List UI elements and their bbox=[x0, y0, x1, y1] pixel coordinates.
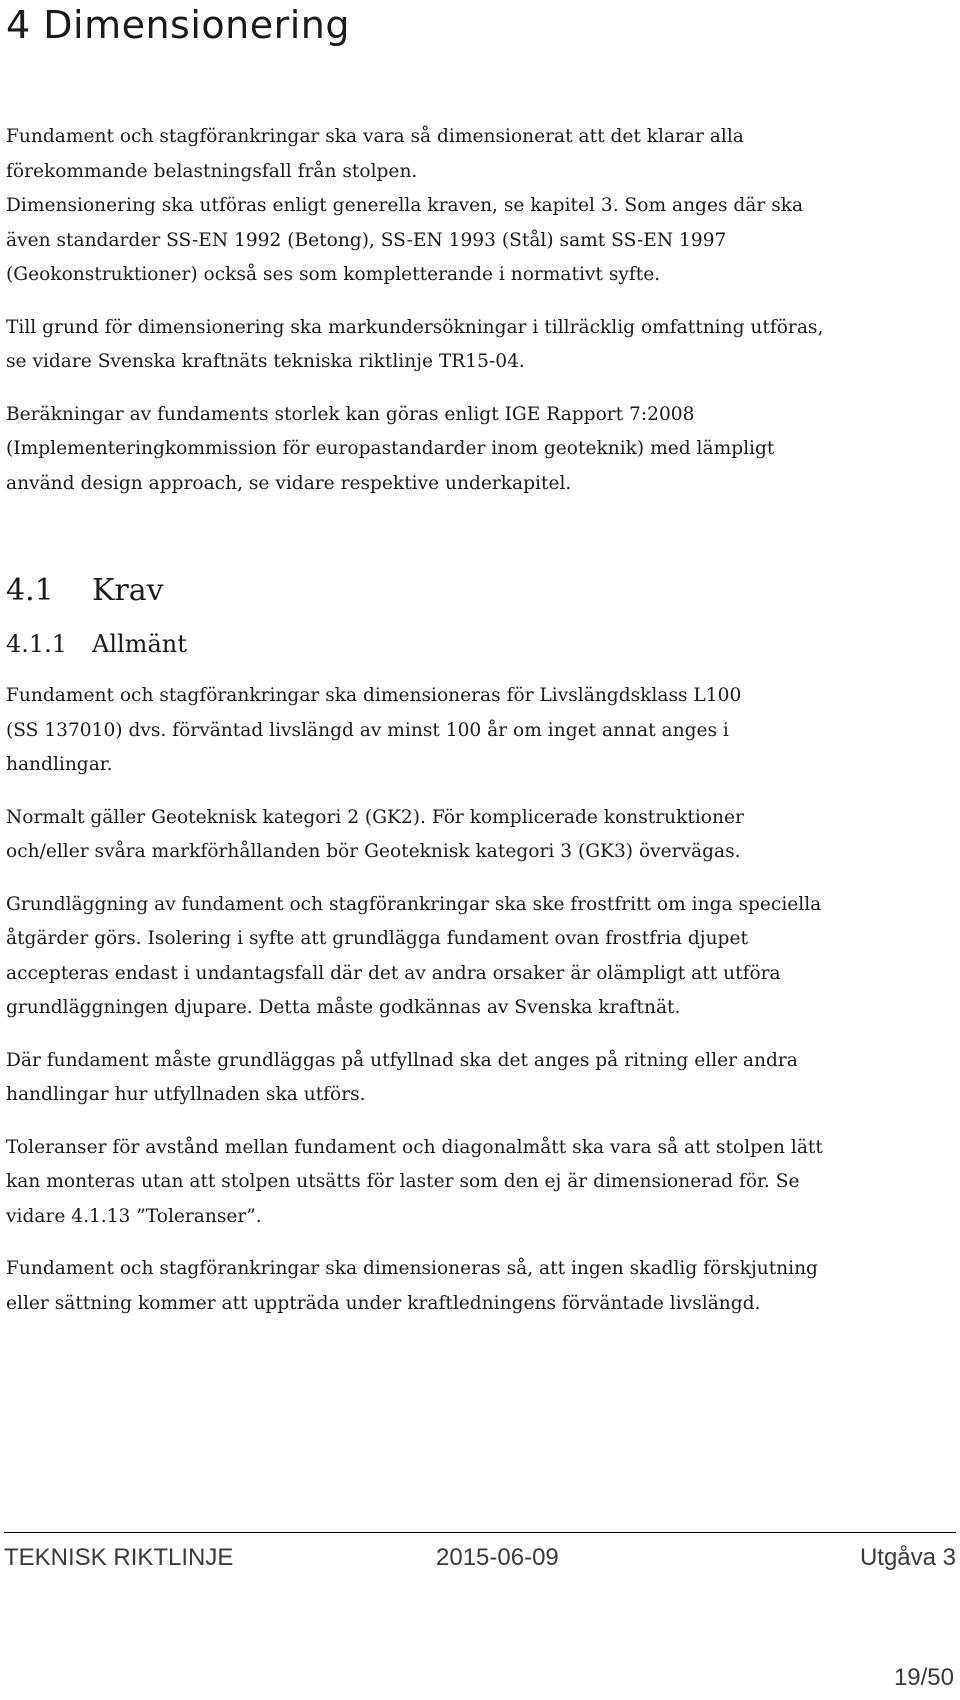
text-line: Fundament och stagförankringar ska dimensioneras så, att ingen skadlig förskjutning bbox=[6, 1258, 818, 1279]
body-paragraph-3 bbox=[6, 888, 946, 1026]
text-line: använd design approach, se vidare respektive underkapitel. bbox=[6, 472, 572, 494]
page-footer bbox=[4, 1538, 956, 1578]
text-line: Fundament och stagförankringar ska vara så dimensionerat att det klarar alla bbox=[6, 126, 744, 147]
section-title: Krav bbox=[92, 573, 164, 608]
text-line: Grundläggning av fundament och stagförankringar ska ske frostfritt om inga speciella bbox=[6, 893, 822, 915]
footer-divider bbox=[4, 1532, 956, 1533]
text-line: handlingar hur utfyllnaden ska utförs. bbox=[6, 1084, 366, 1105]
text-line: grundläggningen djupare. Detta måste godkännas av Svenska kraftnät. bbox=[6, 997, 681, 1018]
body-paragraph-6 bbox=[6, 1252, 946, 1321]
text-line: Toleranser för avstånd mellan fundament och diagonalmått ska vara så att stolpen lätt bbox=[6, 1136, 823, 1158]
text-line: Normalt gäller Geoteknisk kategori 2 (GK2). För komplicerade konstruktioner bbox=[6, 806, 744, 828]
subsection-heading bbox=[6, 627, 946, 661]
intro-paragraph-2 bbox=[6, 311, 946, 380]
body-paragraph-4 bbox=[6, 1044, 946, 1113]
text-line: (Implementeringkommission för europastandarder inom geoteknik) med lämpligt bbox=[6, 438, 775, 459]
footer-edition: Utgåva 3 bbox=[859, 1544, 956, 1571]
text-line: (Geokonstruktioner) också ses som kompletterande i normativt syfte. bbox=[6, 264, 661, 285]
subsection-number: 4.1.1 bbox=[6, 630, 68, 658]
text-line: Fundament och stagförankringar ska dimensioneras för Livslängdsklass L100 bbox=[6, 685, 742, 706]
text-line: se vidare Svenska kraftnäts tekniska riktlinje TR15-04. bbox=[6, 351, 525, 372]
text-line: (SS 137010) dvs. förväntad livslängd av minst 100 år om inget annat anges i bbox=[6, 719, 729, 741]
text-line: Till grund för dimensionering ska markundersökningar i tillräcklig omfattning utföras, bbox=[6, 316, 824, 338]
subsection-title: Allmänt bbox=[92, 630, 187, 658]
text-line: eller sättning kommer att uppträda under kraftledningens förväntade livslängd. bbox=[6, 1292, 761, 1314]
chapter-heading: 4 Dimensionering bbox=[6, 3, 351, 47]
footer-doc-type: TEKNISK RIKTLINJE bbox=[4, 1544, 234, 1571]
body-paragraph-1 bbox=[6, 679, 946, 783]
intro-paragraph-3 bbox=[6, 398, 946, 502]
body-paragraph-5 bbox=[6, 1131, 946, 1235]
text-line: förekommande belastningsfall från stolpen. bbox=[6, 160, 418, 182]
footer-date: 2015-06-09 bbox=[436, 1544, 559, 1571]
text-line: Dimensionering ska utföras enligt generella kraven, se kapitel 3. Som anges där ska bbox=[6, 195, 804, 216]
section-heading bbox=[6, 571, 946, 611]
text-line: och/eller svåra markförhållanden bör Geoteknisk kategori 3 (GK3) övervägas. bbox=[6, 841, 741, 862]
text-line: vidare 4.1.13 ”Toleranser”. bbox=[6, 1205, 262, 1227]
text-line: accepteras endast i undantagsfall där det av andra orsaker är olämpligt att utföra bbox=[6, 962, 781, 984]
intro-paragraph-1 bbox=[6, 120, 946, 293]
text-line: kan monteras utan att stolpen utsätts för laster som den ej är dimensionerad för. Se bbox=[6, 1171, 800, 1192]
page-number: 19/50 bbox=[893, 1664, 954, 1691]
text-line: Där fundament måste grundläggas på utfyllnad ska det anges på ritning eller andra bbox=[6, 1049, 798, 1071]
text-line: åtgärder görs. Isolering i syfte att grundlägga fundament ovan frostfria djupet bbox=[6, 928, 748, 949]
text-line: Beräkningar av fundaments storlek kan göras enligt IGE Rapport 7:2008 bbox=[6, 403, 695, 425]
body-paragraph-2 bbox=[6, 801, 946, 870]
text-line: handlingar. bbox=[6, 754, 113, 775]
document-page bbox=[6, 0, 946, 1321]
text-line: även standarder SS-EN 1992 (Betong), SS-EN 1993 (Stål) samt SS-EN 1997 bbox=[6, 229, 727, 251]
section-number: 4.1 bbox=[6, 573, 54, 608]
